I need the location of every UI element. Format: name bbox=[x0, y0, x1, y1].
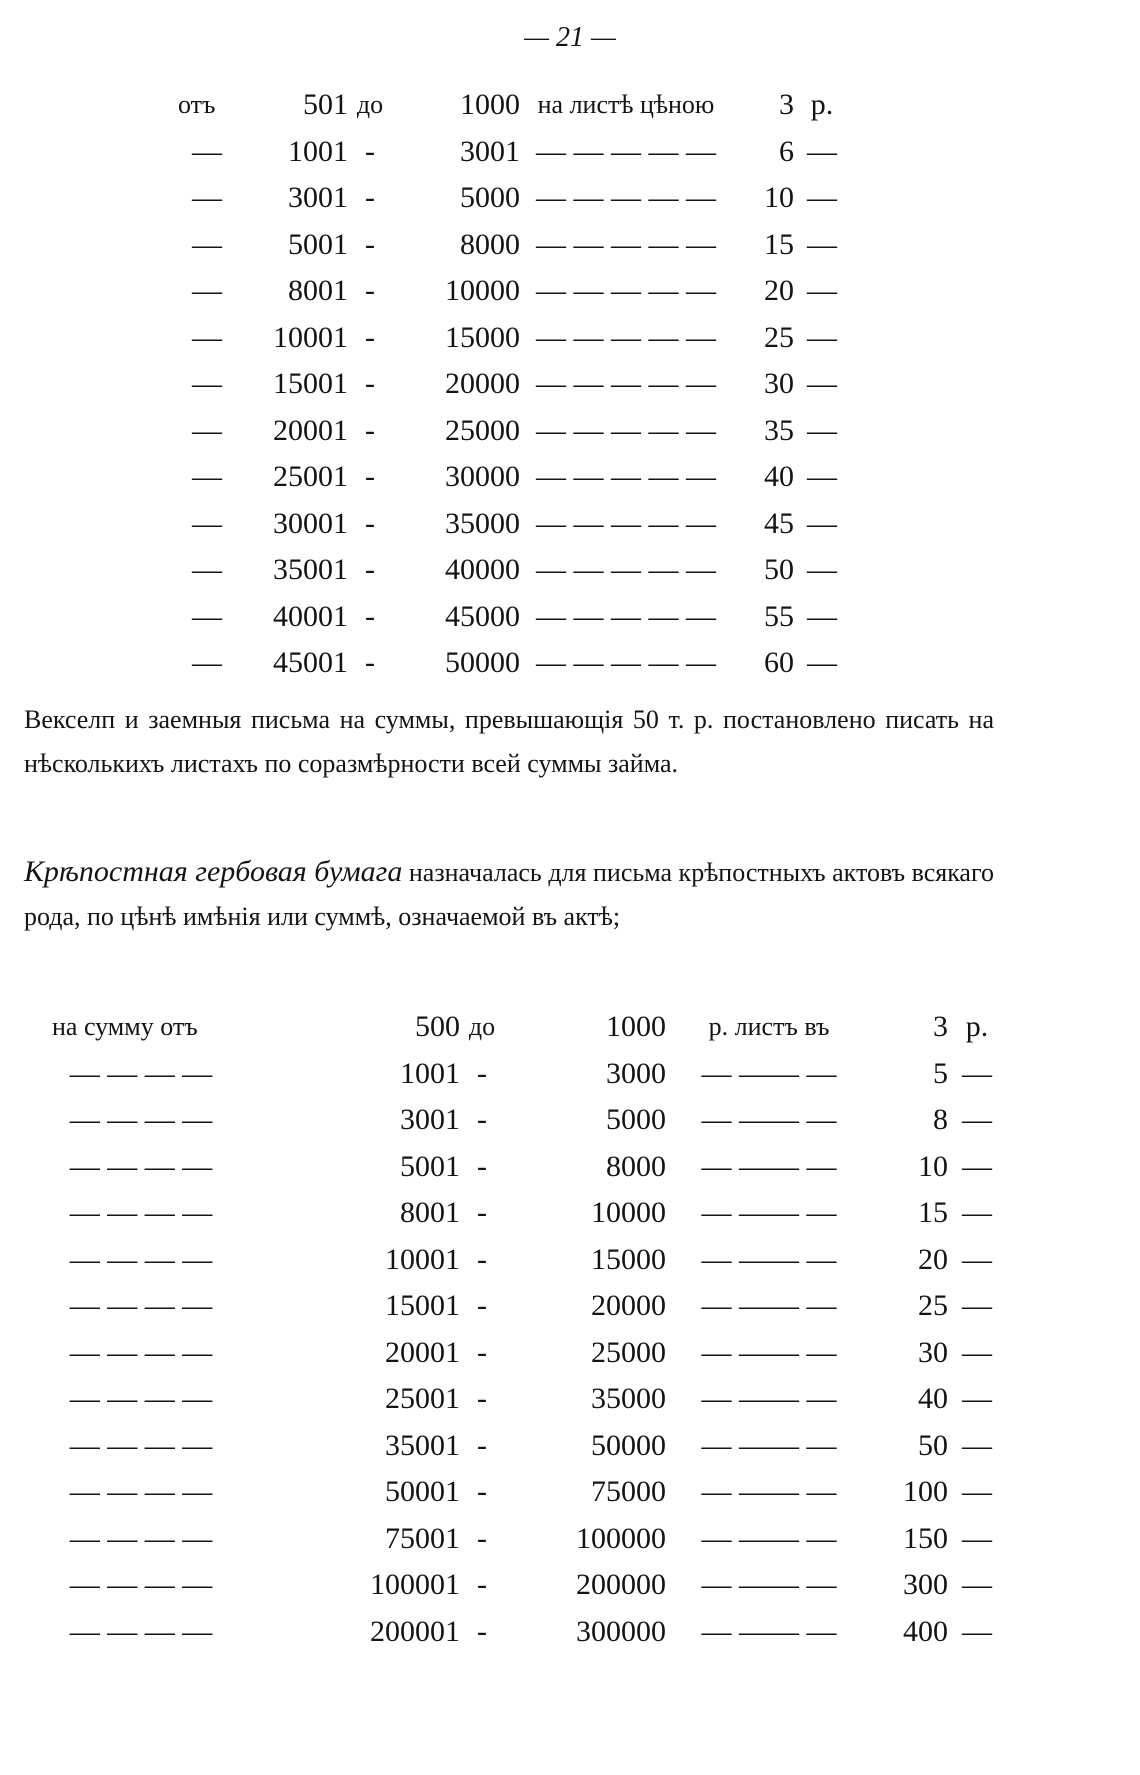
range-from: 35001 bbox=[385, 1428, 460, 1462]
range-from: 10001 bbox=[385, 1242, 460, 1276]
range-to: 30000 bbox=[445, 460, 520, 494]
range-from: 35001 bbox=[273, 553, 348, 587]
row-dashes: — — — — — bbox=[536, 181, 716, 215]
row-end-dash: — bbox=[807, 553, 837, 587]
row-dashes: — — — — — bbox=[536, 460, 716, 494]
table-row bbox=[178, 315, 850, 362]
range-to: 20000 bbox=[445, 367, 520, 401]
row-end-dash: — bbox=[807, 320, 837, 354]
table-row bbox=[178, 594, 850, 641]
row-end-dash: — bbox=[962, 1056, 992, 1090]
price-value: 20 bbox=[918, 1242, 948, 1276]
row-end-dash: — bbox=[962, 1335, 992, 1369]
table-row bbox=[178, 547, 850, 594]
price-value: 3 bbox=[779, 88, 794, 122]
range-separator: - bbox=[477, 1289, 487, 1323]
range-separator: - bbox=[365, 227, 375, 261]
range-to: 1000 bbox=[460, 88, 520, 122]
range-from: 1001 bbox=[400, 1056, 460, 1090]
table-row bbox=[52, 1376, 1006, 1423]
range-to: 45000 bbox=[445, 599, 520, 633]
range-from: 45001 bbox=[273, 646, 348, 680]
range-separator: - bbox=[477, 1614, 487, 1648]
range-to: 15000 bbox=[591, 1242, 666, 1276]
table-row bbox=[52, 1423, 1006, 1470]
table-header-row bbox=[178, 82, 850, 129]
range-separator: - bbox=[365, 599, 375, 633]
range-to: 50000 bbox=[445, 646, 520, 680]
range-separator: - bbox=[365, 506, 375, 540]
range-prefix: — bbox=[192, 646, 222, 680]
table-row bbox=[52, 1562, 1006, 1609]
price-label: р. листъ въ bbox=[708, 1012, 830, 1042]
range-from: 500 bbox=[415, 1010, 460, 1044]
row-end-dash: — bbox=[962, 1568, 992, 1602]
range-prefix: — — — — bbox=[69, 1428, 213, 1462]
range-from: 5001 bbox=[288, 227, 348, 261]
row-end-dash: — bbox=[807, 367, 837, 401]
row-dashes: — —— — bbox=[701, 1475, 837, 1509]
row-end-dash: — bbox=[807, 181, 837, 215]
row-dashes: — — — — — bbox=[536, 413, 716, 447]
row-end-dash: — bbox=[962, 1242, 992, 1276]
price-value: 40 bbox=[764, 460, 794, 494]
price-value: 20 bbox=[764, 274, 794, 308]
price-value: 15 bbox=[918, 1196, 948, 1230]
range-prefix: — bbox=[192, 460, 222, 494]
row-dashes: — —— — bbox=[701, 1568, 837, 1602]
range-prefix: — — — — bbox=[69, 1242, 213, 1276]
table-row bbox=[52, 1190, 1006, 1237]
row-end-dash: — bbox=[807, 134, 837, 168]
table-row bbox=[52, 1144, 1006, 1191]
price-value: 50 bbox=[764, 553, 794, 587]
range-separator: - bbox=[365, 553, 375, 587]
range-separator: до bbox=[468, 1012, 496, 1042]
range-separator: - bbox=[477, 1428, 487, 1462]
range-to: 35000 bbox=[445, 506, 520, 540]
row-dashes: — — — — — bbox=[536, 553, 716, 587]
row-dashes: — —— — bbox=[701, 1382, 837, 1416]
range-prefix: — — — — bbox=[69, 1382, 213, 1416]
range-separator: - bbox=[365, 274, 375, 308]
table-row bbox=[178, 175, 850, 222]
range-from: 200001 bbox=[370, 1614, 460, 1648]
range-to: 75000 bbox=[591, 1475, 666, 1509]
row-dashes: — — — — — bbox=[536, 134, 716, 168]
paragraph-serf-stamp-paper bbox=[24, 850, 994, 939]
range-to: 15000 bbox=[445, 320, 520, 354]
price-value: 60 bbox=[764, 646, 794, 680]
range-prefix: — bbox=[192, 413, 222, 447]
paragraph-bills-of-exchange: Векселп и заемныя письма на суммы, превышающія 50 т. р. постановлено писать на нѣсколькихъ листахъ по соразмѣрности всей суммы займа. bbox=[24, 705, 994, 778]
range-prefix: — bbox=[192, 274, 222, 308]
table-row bbox=[178, 361, 850, 408]
price-value: 25 bbox=[764, 320, 794, 354]
row-dashes: — —— — bbox=[701, 1335, 837, 1369]
table-row bbox=[52, 1237, 1006, 1284]
table-row bbox=[178, 408, 850, 455]
row-dashes: — —— — bbox=[701, 1428, 837, 1462]
range-to: 3000 bbox=[606, 1056, 666, 1090]
range-prefix: на сумму отъ bbox=[52, 1012, 198, 1042]
range-from: 20001 bbox=[385, 1335, 460, 1369]
range-prefix: — bbox=[192, 553, 222, 587]
range-prefix: — — — — bbox=[69, 1521, 213, 1555]
price-value: 6 bbox=[779, 134, 794, 168]
range-to: 100000 bbox=[576, 1521, 666, 1555]
table-row bbox=[178, 222, 850, 269]
range-separator: - bbox=[477, 1568, 487, 1602]
price-value: 150 bbox=[903, 1521, 948, 1555]
range-separator: - bbox=[365, 367, 375, 401]
range-from: 40001 bbox=[273, 599, 348, 633]
range-separator: - bbox=[477, 1335, 487, 1369]
range-to: 1000 bbox=[606, 1010, 666, 1044]
row-end-dash: — bbox=[807, 227, 837, 261]
table-row bbox=[52, 1283, 1006, 1330]
table-row bbox=[178, 501, 850, 548]
table-row bbox=[52, 1051, 1006, 1098]
price-value: 10 bbox=[918, 1149, 948, 1183]
range-to: 10000 bbox=[591, 1196, 666, 1230]
row-dashes: — — — — — bbox=[536, 506, 716, 540]
range-from: 1001 bbox=[288, 134, 348, 168]
range-from: 30001 bbox=[273, 506, 348, 540]
range-to: 8000 bbox=[606, 1149, 666, 1183]
price-unit: р. bbox=[810, 88, 834, 122]
table-row bbox=[52, 1330, 1006, 1377]
row-dashes: — —— — bbox=[701, 1149, 837, 1183]
row-dashes: — — — — — bbox=[536, 320, 716, 354]
range-separator: - bbox=[477, 1382, 487, 1416]
price-label: на листѣ цѣною bbox=[537, 90, 715, 120]
range-prefix: — bbox=[192, 599, 222, 633]
row-end-dash: — bbox=[807, 413, 837, 447]
range-to: 5000 bbox=[606, 1103, 666, 1137]
row-end-dash: — bbox=[962, 1196, 992, 1230]
row-dashes: — — — — — bbox=[536, 227, 716, 261]
price-value: 30 bbox=[918, 1335, 948, 1369]
price-value: 100 bbox=[903, 1475, 948, 1509]
row-dashes: — —— — bbox=[701, 1242, 837, 1276]
range-separator: - bbox=[477, 1521, 487, 1555]
range-prefix: — — — — bbox=[69, 1614, 213, 1648]
price-value: 10 bbox=[764, 181, 794, 215]
range-to: 25000 bbox=[445, 413, 520, 447]
range-from: 3001 bbox=[288, 181, 348, 215]
range-to: 25000 bbox=[591, 1335, 666, 1369]
range-prefix: — bbox=[192, 367, 222, 401]
range-from: 15001 bbox=[273, 367, 348, 401]
row-dashes: — —— — bbox=[701, 1196, 837, 1230]
range-separator: до bbox=[356, 90, 384, 120]
range-from: 3001 bbox=[400, 1103, 460, 1137]
range-from: 100001 bbox=[370, 1568, 460, 1602]
table-row bbox=[52, 1469, 1006, 1516]
row-end-dash: — bbox=[807, 646, 837, 680]
row-dashes: — — — — — bbox=[536, 274, 716, 308]
row-dashes: — —— — bbox=[701, 1056, 837, 1090]
range-from: 25001 bbox=[385, 1382, 460, 1416]
italic-term: Крѣпостная гербовая бумага bbox=[24, 855, 403, 888]
range-separator: - bbox=[477, 1103, 487, 1137]
range-to: 5000 bbox=[460, 181, 520, 215]
page-number: — 21 — bbox=[524, 22, 616, 53]
range-prefix: — — — — bbox=[69, 1103, 213, 1137]
range-from: 75001 bbox=[385, 1521, 460, 1555]
row-end-dash: — bbox=[807, 506, 837, 540]
row-end-dash: — bbox=[962, 1428, 992, 1462]
range-to: 200000 bbox=[576, 1568, 666, 1602]
range-separator: - bbox=[365, 320, 375, 354]
range-from: 10001 bbox=[273, 320, 348, 354]
range-separator: - bbox=[365, 181, 375, 215]
range-separator: - bbox=[365, 460, 375, 494]
range-separator: - bbox=[477, 1056, 487, 1090]
range-prefix: — bbox=[192, 134, 222, 168]
range-prefix: — bbox=[192, 320, 222, 354]
row-dashes: — — — — — bbox=[536, 646, 716, 680]
table-row bbox=[52, 1097, 1006, 1144]
row-end-dash: — bbox=[962, 1382, 992, 1416]
range-to: 300000 bbox=[576, 1614, 666, 1648]
row-end-dash: — bbox=[807, 599, 837, 633]
price-value: 55 bbox=[764, 599, 794, 633]
table-row bbox=[178, 268, 850, 315]
row-end-dash: — bbox=[962, 1103, 992, 1137]
range-to: 10000 bbox=[445, 274, 520, 308]
price-value: 25 bbox=[918, 1289, 948, 1323]
range-prefix: — bbox=[192, 227, 222, 261]
price-value: 300 bbox=[903, 1568, 948, 1602]
range-prefix: — bbox=[192, 506, 222, 540]
table-row bbox=[178, 129, 850, 176]
range-from: 20001 bbox=[273, 413, 348, 447]
range-prefix: — — — — bbox=[69, 1196, 213, 1230]
row-end-dash: — bbox=[807, 274, 837, 308]
range-from: 15001 bbox=[385, 1289, 460, 1323]
range-prefix: — — — — bbox=[69, 1149, 213, 1183]
price-unit: р. bbox=[965, 1010, 989, 1044]
range-from: 8001 bbox=[400, 1196, 460, 1230]
range-to: 35000 bbox=[591, 1382, 666, 1416]
range-prefix: — — — — bbox=[69, 1335, 213, 1369]
range-separator: - bbox=[365, 646, 375, 680]
price-value: 5 bbox=[933, 1056, 948, 1090]
table-header-row bbox=[52, 1004, 1006, 1051]
row-dashes: — — — — — bbox=[536, 599, 716, 633]
range-to: 40000 bbox=[445, 553, 520, 587]
range-from: 50001 bbox=[385, 1475, 460, 1509]
paragraph-text: назначалась для письма крѣпостныхъ актовъ всякаго рода, по цѣнѣ имѣнія или суммѣ, означаемой въ актѣ; bbox=[24, 858, 994, 931]
row-end-dash: — bbox=[962, 1149, 992, 1183]
table-row bbox=[178, 454, 850, 501]
table-row bbox=[52, 1516, 1006, 1563]
price-value: 45 bbox=[764, 506, 794, 540]
row-dashes: — —— — bbox=[701, 1521, 837, 1555]
row-end-dash: — bbox=[807, 460, 837, 494]
range-from: 501 bbox=[303, 88, 348, 122]
price-value: 3 bbox=[933, 1010, 948, 1044]
price-value: 30 bbox=[764, 367, 794, 401]
row-dashes: — —— — bbox=[701, 1103, 837, 1137]
price-value: 400 bbox=[903, 1614, 948, 1648]
serf-paper-price-table bbox=[52, 1004, 1006, 1655]
letter-paper-price-table bbox=[178, 82, 850, 687]
range-prefix: — bbox=[192, 181, 222, 215]
row-dashes: — — — — — bbox=[536, 367, 716, 401]
range-from: 8001 bbox=[288, 274, 348, 308]
row-dashes: — —— — bbox=[701, 1614, 837, 1648]
row-end-dash: — bbox=[962, 1475, 992, 1509]
row-end-dash: — bbox=[962, 1614, 992, 1648]
price-value: 35 bbox=[764, 413, 794, 447]
row-dashes: — —— — bbox=[701, 1289, 837, 1323]
table-row bbox=[178, 640, 850, 687]
range-from: 25001 bbox=[273, 460, 348, 494]
range-separator: - bbox=[365, 413, 375, 447]
range-from: 5001 bbox=[400, 1149, 460, 1183]
range-separator: - bbox=[477, 1196, 487, 1230]
range-to: 8000 bbox=[460, 227, 520, 261]
table-row bbox=[52, 1609, 1006, 1656]
range-separator: - bbox=[477, 1242, 487, 1276]
range-to: 20000 bbox=[591, 1289, 666, 1323]
price-value: 50 bbox=[918, 1428, 948, 1462]
range-prefix: отъ bbox=[178, 90, 216, 120]
range-prefix: — — — — bbox=[69, 1289, 213, 1323]
range-to: 3001 bbox=[460, 134, 520, 168]
price-value: 15 bbox=[764, 227, 794, 261]
range-prefix: — — — — bbox=[69, 1056, 213, 1090]
range-prefix: — — — — bbox=[69, 1475, 213, 1509]
range-separator: - bbox=[365, 134, 375, 168]
price-value: 40 bbox=[918, 1382, 948, 1416]
row-end-dash: — bbox=[962, 1521, 992, 1555]
range-separator: - bbox=[477, 1149, 487, 1183]
price-value: 8 bbox=[933, 1103, 948, 1137]
range-prefix: — — — — bbox=[69, 1568, 213, 1602]
range-to: 50000 bbox=[591, 1428, 666, 1462]
range-separator: - bbox=[477, 1475, 487, 1509]
row-end-dash: — bbox=[962, 1289, 992, 1323]
